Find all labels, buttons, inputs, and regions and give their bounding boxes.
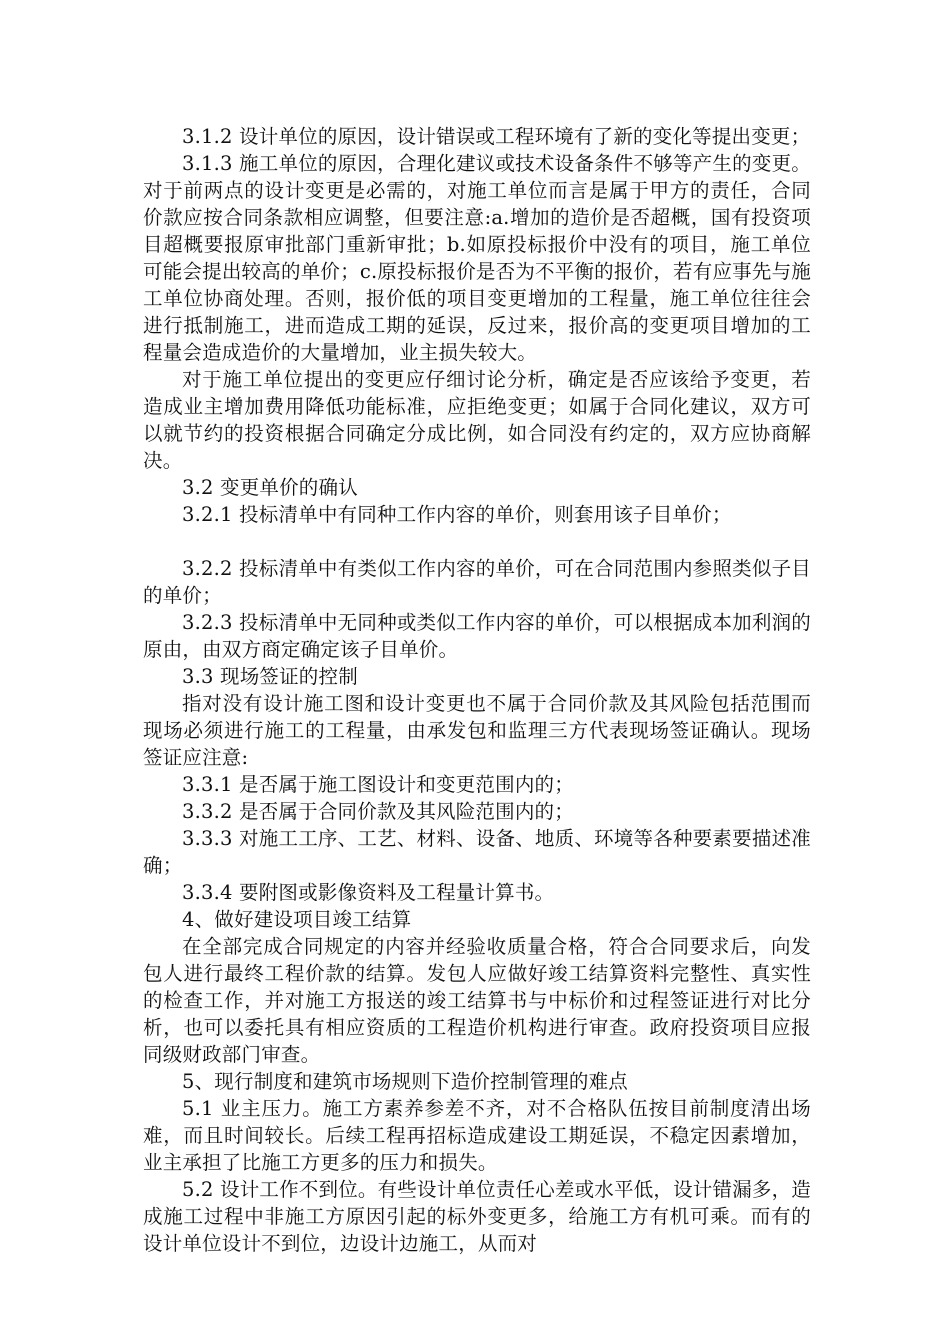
heading-3-3: 3.3 现场签证的控制 bbox=[182, 665, 358, 688]
paragraph-5-1: 5.1 业主压力。施工方素养参差不齐，对不合格队伍按目前制度清出场难，而且时间较长。后续工程再招标造成建设工期延误，不稳定因素增加，业主承担了比施工方更多的压力和损失。 bbox=[143, 1097, 811, 1174]
paragraph-3-1-3: 3.1.3 施工单位的原因，合理化建议或技术设备条件不够等产生的变更。对于前两点的设计变更是必需的，对施工单位而言是属于甲方的责任，合同价款应按合同条款相应调整，但要注意:a.增加的造价是否超概，国有投资项目超概要报原审批部门重新审批；b.如原投标报价中没有的项目，施工单位可能会提出较高的单价；c.原投标报价是否为不平衡的报价，若有应事先与施工单位协商处理。否则，报价低的项目变更增加的工程量，施工单位往往会进行抵制施工，进而造成工期的延误，反过来，报价高的变更项目增加的工程量会造成造价的大量增加，业主损失较大。 bbox=[143, 152, 811, 364]
paragraph-3-3-1: 3.3.1 是否属于施工图设计和变更范围内的； bbox=[182, 773, 574, 796]
paragraph-3-3-4: 3.3.4 要附图或影像资料及工程量计算书。 bbox=[182, 881, 555, 904]
paragraph-3-3-3: 3.3.3 对施工工序、工艺、材料、设备、地质、环境等各种要素要描述准确； bbox=[143, 827, 811, 877]
heading-section-5: 5、现行制度和建筑市场规则下造价控制管理的难点 bbox=[182, 1070, 629, 1093]
heading-3-2: 3.2 变更单价的确认 bbox=[182, 476, 358, 499]
paragraph-contractor-change-review: 对于施工单位提出的变更应仔细讨论分析，确定是否应该给予变更，若造成业主增加费用降低功能标准，应拒绝变更；如属于合同化建议，双方可以就节约的投资根据合同确定分成比例，如合同没有约定的，双方应协商解决。 bbox=[143, 368, 811, 472]
heading-section-4: 4、做好建设项目竣工结算 bbox=[182, 908, 412, 931]
document-body bbox=[143, 123, 811, 1257]
paragraph-final-settlement: 在全部完成合同规定的内容并经验收质量合格，符合合同要求后，向发包人进行最终工程价款的结算。发包人应做好竣工结算资料完整性、真实性的检查工作，并对施工方报送的竣工结算书与中标价和过程签证进行对比分析，也可以委托具有相应资质的工程造价机构进行审查。政府投资项目应报同级财政部门审查。 bbox=[143, 935, 811, 1066]
paragraph-3-2-3: 3.2.3 投标清单中无同种或类似工作内容的单价，可以根据成本加利润的原由，由双方商定确定该子目单价。 bbox=[143, 611, 811, 661]
paragraph-5-2: 5.2 设计工作不到位。有些设计单位责任心差或水平低，设计错漏多，造成施工过程中非施工方原因引起的标外变更多，给施工方有机可乘。而有的设计单位设计不到位，边设计边施工，从而对 bbox=[143, 1178, 812, 1255]
paragraph-3-1-2: 3.1.2 设计单位的原因，设计错误或工程环境有了新的变化等提出变更； bbox=[182, 125, 811, 148]
paragraph-site-visa-definition: 指对没有设计施工图和设计变更也不属于合同价款及其风险包括范围而现场必须进行施工的工程量，由承发包和监理三方代表现场签证确认。现场签证应注意: bbox=[143, 692, 811, 769]
paragraph-3-2-2: 3.2.2 投标清单中有类似工作内容的单价，可在合同范围内参照类似子目的单价； bbox=[143, 557, 811, 607]
paragraph-3-2-1: 3.2.1 投标清单中有同种工作内容的单价，则套用该子目单价； bbox=[182, 503, 732, 526]
paragraph-3-3-2: 3.3.2 是否属于合同价款及其风险范围内的； bbox=[182, 800, 574, 823]
